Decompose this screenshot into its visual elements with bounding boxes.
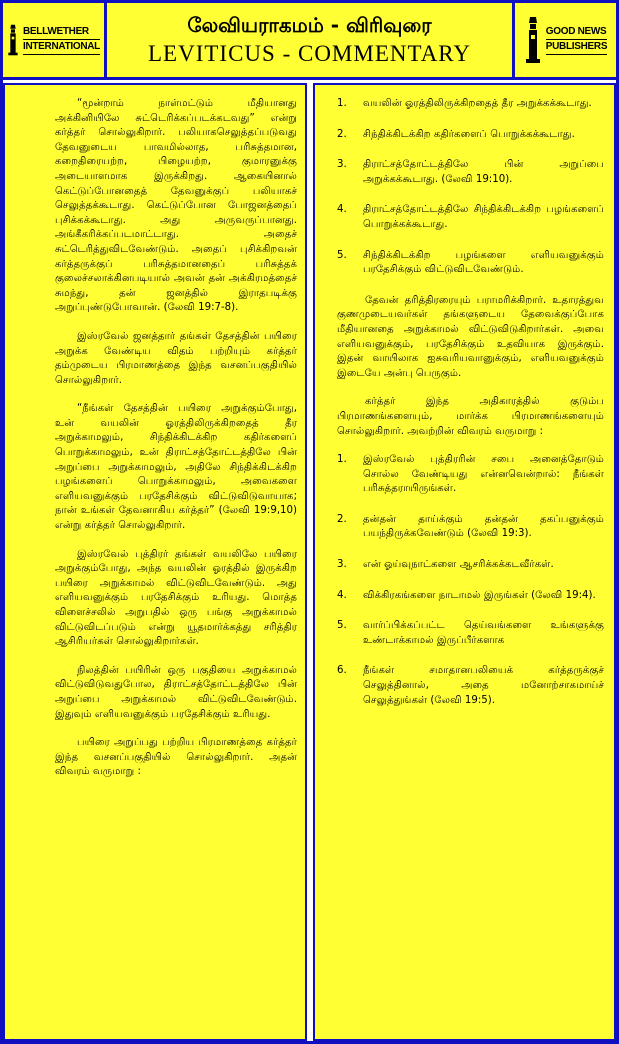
title-english: LEVITICUS - COMMENTARY — [148, 41, 471, 66]
list-item — [337, 203, 604, 232]
header — [3, 3, 616, 80]
list-item-text: சிந்திக்கிடக்கிற கதிர்களைப் பொறுக்கக்கூடாது. — [363, 128, 575, 140]
list-number: 5. — [337, 620, 347, 632]
list-item — [337, 158, 604, 187]
tower-icon — [524, 17, 542, 63]
paragraph: “மூன்றாம் நாள்மட்டும் மீதியானது அக்கினியிலே சுட்டெரிக்கப்படக்கடவது” என்று கர்த்தர் சொல்லுகிறார். பலியாகசெலுத்தப்படுவது தேவனுடைய பாவமில்லாத, பரிசுத்தமான, கறைதிரையற்ற, பிழையற்ற, குமாரனுக்கு அடையாளமாக இருக்கிறது. ஆகையினால் கெட்டுப்போனதைத் தேவனுக்குப் பலியாகச் செலுத்தக்கூடாது. கெட்டுப்போன போஜனத்தைப் புசிக்கக்கூடாது. அது அருவருப்பானது. அங்கீகரிக்கப்படமாட்டாது. அதைச் சுட்டெரித்துவிடவேண்டும். அதைப் புசிக்கிறவன் கர்த்தருக்குப் பரிசுத்தமானதைப் பரிசுத்தக் குலைச்சலாக்கினபடியால் அவன் தன் அக்கிரமத்தைச் சுமந்து, தன் ஜனத்தில் இராதபடிக்கு அறுப்புண்டுபோவான். (லேவி 19:7-8). — [55, 98, 297, 314]
bellwether-line2: INTERNATIONAL — [23, 40, 100, 55]
good-news-line2: PUBLISHERS — [546, 40, 607, 55]
page-title — [107, 3, 512, 77]
list-item-text: திராட்சத்தோட்டத்திலே சிந்திக்கிடக்கிற பழங்களைப் பொறுக்கக்கூடாது. — [363, 204, 604, 230]
title-tamil: லேவியராகமம் - விரிவுரை — [187, 13, 432, 37]
list-number: 1. — [337, 98, 347, 109]
tower-icon — [7, 17, 19, 63]
right-column — [313, 83, 616, 1041]
list-item — [337, 589, 604, 604]
list-number: 5. — [337, 249, 347, 261]
list-item — [337, 97, 604, 112]
list-item — [337, 619, 604, 648]
good-news-logo — [512, 3, 616, 77]
good-news-line1: GOOD NEWS — [546, 25, 607, 40]
list-item — [337, 453, 604, 497]
list-number: 2. — [337, 128, 347, 140]
list-item — [337, 249, 604, 278]
list-number: 4. — [337, 204, 347, 216]
list-item — [337, 513, 604, 542]
bellwether-logo-text — [23, 25, 100, 55]
paragraph: தேவன் தரித்திரரையும் பராமரிக்கிறார். உதாரத்துவ குணமுடையவர்கள் தங்களுடைய தேவைக்குப்போக மீதியானதை அறுக்காமல் விட்டுவிடுகிறார்கள். அவை எளியவனுக்கும், பரதேசிக்கும் உதவியாக இருக்கும். இதன் வாயிலாக ஐசுவரியவானுக்கும், எளியவனுக்கும் இடையே அன்பு பெருகும். — [337, 294, 604, 379]
left-column — [3, 83, 307, 1041]
list-item-text: வயலின் ஓரத்திலிருக்கிறதைத் தீர அறுக்கக்கூடாது. — [363, 98, 592, 109]
list-number: 3. — [337, 159, 347, 171]
rules-list-harvest — [337, 97, 604, 278]
list-item-text: இஸ்ரவேல் புத்திரரின் சபை அனைத்தோடும் சொல்ல வேண்டியது என்னவென்றால்: நீங்கள் பரிசுத்தராயிருங்கள். — [363, 454, 604, 495]
list-item-text: என் ஓய்வுநாட்களை ஆசரிக்கக்கடவீர்கள். — [363, 559, 554, 571]
list-number: 4. — [337, 589, 347, 601]
list-item-text: நீங்கள் சமாதானபலியைக் கர்த்தருக்குச் செலுத்தினால், அதை மனோற்சாகமாய்ச் செலுத்துங்கள் (லேவி 19:5). — [363, 665, 604, 706]
list-number: 3. — [337, 559, 347, 571]
paragraph: “நீங்கள் தேசத்தின் பயிரை அறுக்கும்போது, உன் வயலின் ஓரத்திலிருக்கிறதைத் தீர அறுக்காமலும், சிந்திக்கிடக்கிற கதிர்களைப் பொறுக்காமலும், உன் திராட்சத்தோட்டத்திலே பின் அறுப்பை அறுக்காமலும், அதிலே சிந்திக்கிடக்கிற பழங்களைப் பொறுக்காமலும், அவைகளை எளியவனுக்கும் பரதேசிக்கும் விட்டுவிடுவாயாக; நான் உங்கள் தேவனாகிய கர்த்தர்” (லேவி 19:9,10) என்று கர்த்தர் சொல்லுகிறார். — [55, 403, 297, 532]
list-number: 6. — [337, 665, 347, 677]
list-item-text: வார்ப்பிக்கப்பட்ட தெய்வங்களை உங்களுக்கு உண்டாக்காமல் இருப்பீர்களாக — [363, 620, 604, 646]
bellwether-line1: BELLWETHER — [23, 25, 100, 40]
paragraph: நிலத்தின் பயிரின் ஒரு பகுதியை அறுக்காமல் விட்டுவிடுவதுபோல, திராட்சத்தோட்டத்திலே பின் அறுப்பை அறுக்காமல் விட்டுவிடவேண்டும். இதுவும் எளியவனுக்கும் பரதேசிக்கும் உரியது. — [55, 664, 297, 720]
bellwether-logo — [3, 3, 107, 77]
list-item — [337, 128, 604, 143]
list-item-text: விக்கிரகங்களை நாடாமல் இருங்கள் (லேவி 19:4). — [363, 589, 596, 601]
list-item-text: திராட்சத்தோட்டத்திலே பின் அறுப்பை அறுக்கக்கூடாது. (லேவி 19:10). — [363, 159, 604, 185]
list-item-text: தன்தன் தாய்க்கும் தன்தன் தகப்பனுக்கும் பயந்திருக்கவேண்டும் (லேவி 19:3). — [363, 513, 604, 540]
content-columns — [3, 83, 616, 1041]
paragraph: இஸ்ரவேல் புத்திரர் தங்கள் வயலிலே பயிரை அறுக்கும்போது, அந்த வயலின் ஓரத்தில் இருக்கிற பயிரை அறுக்காமல் விட்டுவிடவேண்டும். அது எளியவனுக்கும் பரதேசிக்கும் உரியது. மொத்த விளைச்சலில் அறுபதில் ஒரு பங்கு அறுக்காமல் விட்டுவிடப்படும் என்று யூதமார்க்கத்து சரித்திர ஆசிரியர்கள் சொல்லுகிறார்கள். — [55, 548, 297, 648]
good-news-logo-text — [546, 25, 607, 55]
list-item-text: சிந்திக்கிடக்கிற பழங்களை எளியவனுக்கும் பரதேசிக்கும் விட்டுவிடவேண்டும். — [363, 249, 604, 276]
list-item — [337, 558, 604, 573]
paragraph: இஸ்ரவேல் ஜனத்தார் தங்கள் தேசத்தின் பயிரை அறுக்க வேண்டிய விதம் பற்றியும் கர்த்தர் தம்முடைய பிரமாணத்தை இந்த வசனப்பகுதியில் சொல்லுகிறார். — [55, 330, 297, 386]
paragraph: பயிரை அறுப்பது பற்றிய பிரமாணத்தை கர்த்தர் இந்த வசனப்பகுதியில் சொல்லுகிறார். அதன் விவரம் வருமாறு : — [55, 737, 297, 778]
list-number: 1. — [337, 454, 347, 466]
list-item — [337, 664, 604, 708]
rules-list-family — [337, 453, 604, 708]
list-number: 2. — [337, 513, 347, 525]
paragraph: கர்த்தர் இந்த அதிகாரத்தில் குடும்ப பிரமாணங்களையும், மார்க்க பிரமாணங்களையும் சொல்லுகிறார். அவற்றின் விவரம் வருமாறு : — [337, 396, 604, 437]
